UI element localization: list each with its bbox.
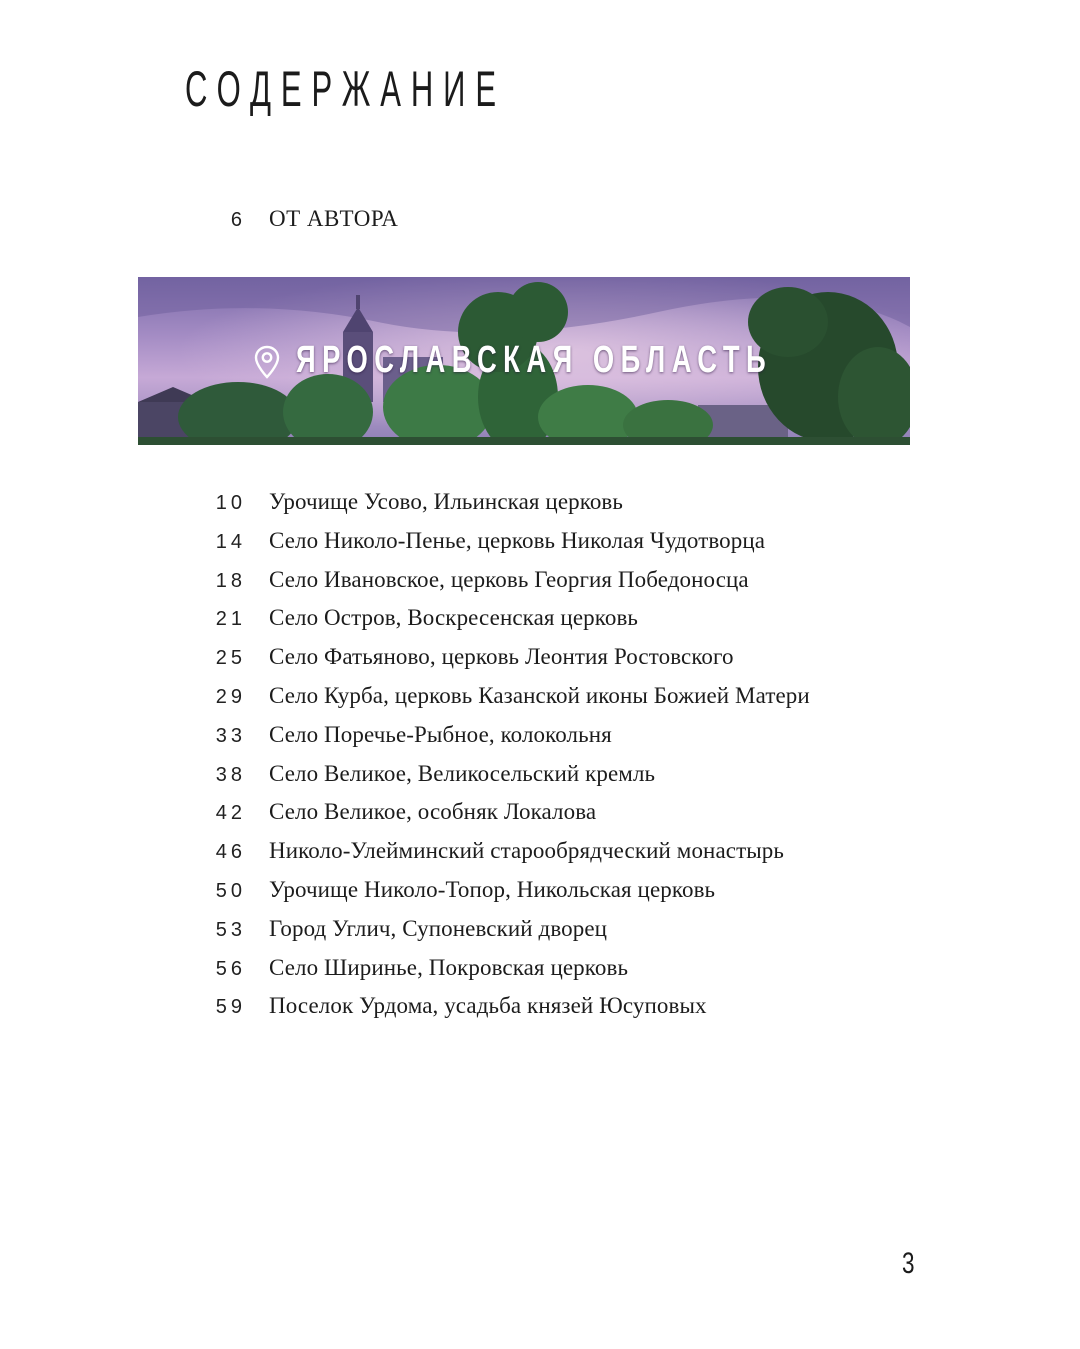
toc-entry[interactable] xyxy=(0,489,1080,521)
section-title: ЯРОСЛАВСКАЯ ОБЛАСТЬ xyxy=(296,339,773,381)
toc-page-number: 14 xyxy=(215,530,246,553)
toc-entry[interactable] xyxy=(0,605,1080,637)
toc-entry-title: Урочище Николо-Топор, Никольская церковь xyxy=(269,877,716,902)
toc-page-number: 56 xyxy=(215,957,246,980)
toc-page-number: 18 xyxy=(215,569,246,592)
toc-page-number: 29 xyxy=(215,686,246,708)
toc-entry-title: Село Николо-Пенье, церковь Николая Чудотворца xyxy=(269,527,766,553)
toc-entry-title: Николо-Улейминский старообрядческий монастырь xyxy=(269,838,784,864)
toc-entry-title: Город Углич, Супоневский дворец xyxy=(269,915,608,941)
toc-page-number: 53 xyxy=(215,918,246,941)
toc-entry[interactable] xyxy=(0,644,1080,676)
toc-entry[interactable] xyxy=(0,799,1080,831)
toc-entry-title: Село Великое, Великосельский кремль xyxy=(269,760,656,786)
toc-entry-author[interactable] xyxy=(0,206,1080,238)
map-pin-icon xyxy=(254,345,280,379)
toc-entry-title: Село Великое, особняк Локалова xyxy=(269,799,597,825)
toc-page-number: 21 xyxy=(215,608,246,631)
toc-entry-title: Село Фатьяново, церковь Леонтия Ростовского xyxy=(269,644,734,670)
toc-entry-title: Урочище Усово, Ильинская церковь xyxy=(269,489,623,514)
toc-page-number: 6 xyxy=(230,209,246,231)
toc-entry-title: ОТ АВТОРА xyxy=(269,206,399,231)
toc-entry[interactable] xyxy=(0,877,1080,909)
toc-page-number: 59 xyxy=(215,996,246,1019)
toc-page-number: 25 xyxy=(215,647,246,670)
toc-entry[interactable] xyxy=(0,567,1080,599)
toc-entry[interactable] xyxy=(0,722,1080,754)
toc-entry-title: Село Курба, церковь Казанской иконы Божией Матери xyxy=(269,683,810,708)
toc-page-number: 46 xyxy=(215,841,246,864)
toc-entry[interactable] xyxy=(0,993,1080,1025)
page-title: СОДЕРЖАНИЕ xyxy=(185,61,506,117)
toc-entry-title: Село Ивановское, церковь Георгия Победоносца xyxy=(269,566,749,592)
toc-entry[interactable] xyxy=(0,916,1080,948)
toc-entry[interactable] xyxy=(0,683,1080,715)
toc-entry[interactable] xyxy=(0,955,1080,987)
toc-entry-title: Село Поречье-Рыбное, колокольня xyxy=(269,721,612,747)
toc-entry-title: Поселок Урдома, усадьба князей Юсуповых xyxy=(269,993,707,1019)
toc-entry[interactable] xyxy=(0,838,1080,870)
toc-page-number: 50 xyxy=(215,880,246,902)
toc-page-number: 10 xyxy=(215,492,246,514)
toc-entry-title: Село Ширинье, Покровская церковь xyxy=(269,954,629,980)
toc-entry[interactable] xyxy=(0,528,1080,560)
toc-entry[interactable] xyxy=(0,761,1080,793)
toc-entry-title: Село Остров, Воскресенская церковь xyxy=(269,605,638,631)
toc-page-number: 33 xyxy=(215,724,246,747)
page-number: 3 xyxy=(902,1247,915,1280)
toc-page-number: 38 xyxy=(215,763,246,786)
toc-page-number: 42 xyxy=(215,802,246,825)
section-banner[interactable] xyxy=(138,277,910,445)
